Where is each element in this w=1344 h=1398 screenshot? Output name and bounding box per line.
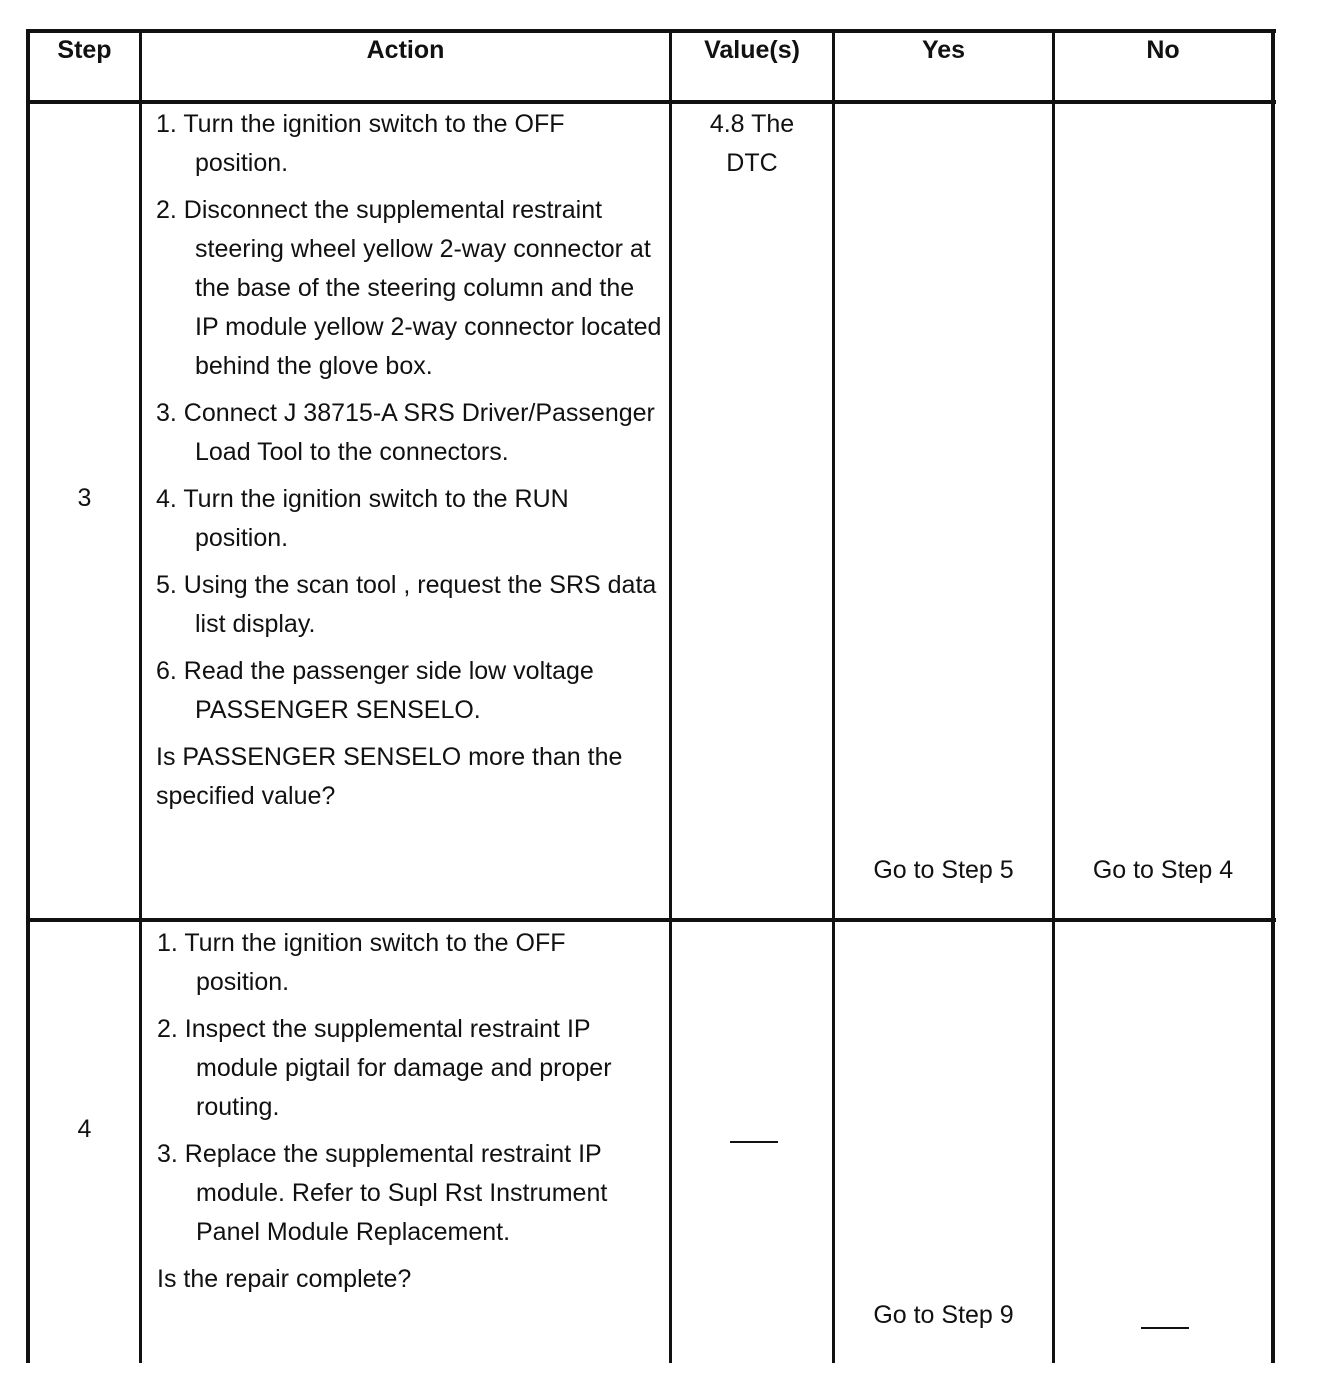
header-no: No	[1146, 36, 1180, 64]
action-step: 5. Using the scan tool , request the SRS data list display.	[156, 571, 657, 638]
col-divider-step-action	[139, 29, 142, 1363]
value-cell: 4.8 The DTC	[709, 110, 795, 177]
action-step: 1. Turn the ignition switch to the OFF position.	[156, 110, 565, 177]
header-bottom-border	[26, 100, 1276, 104]
table-top-border	[26, 29, 1276, 33]
no-dash-mark	[1141, 1327, 1189, 1329]
header-yes: Yes	[921, 36, 966, 64]
action-step: 2. Disconnect the supplemental restraint steering wheel yellow 2-way connector at the base of the steering column and the IP module yellow 2-way connector located behind the glove box.	[156, 196, 662, 380]
action-step: 4. Turn the ignition switch to the RUN position.	[156, 485, 569, 552]
yes-result: Go to Step 9	[873, 1301, 1014, 1329]
col-divider-action-value	[669, 29, 672, 1363]
header-action: Action	[366, 36, 445, 64]
yes-result: Go to Step 5	[873, 856, 1014, 884]
col-divider-yes-no	[1052, 29, 1055, 1363]
step-number: 3	[77, 484, 92, 512]
action-cell	[157, 924, 665, 1299]
header-values: Value(s)	[704, 36, 800, 64]
action-step: 6. Read the passenger side low voltage PASSENGER SENSELO.	[156, 657, 594, 724]
no-result: Go to Step 4	[1092, 856, 1234, 884]
table-right-border	[1271, 29, 1275, 1363]
action-question: Is PASSENGER SENSELO more than the specified value?	[156, 743, 623, 810]
value-dash-mark	[730, 1141, 778, 1143]
table-left-border	[26, 29, 30, 1363]
action-step: 3. Connect J 38715-A SRS Driver/Passenger Load Tool to the connectors.	[156, 399, 655, 466]
action-step: 3. Replace the supplemental restraint IP module. Refer to Supl Rst Instrument Panel Module Replacement.	[157, 1140, 608, 1246]
col-divider-value-yes	[832, 29, 835, 1363]
row-divider	[26, 918, 1276, 922]
action-question: Is the repair complete?	[157, 1265, 412, 1293]
action-step: 2. Inspect the supplemental restraint IP module pigtail for damage and proper routing.	[157, 1015, 612, 1121]
action-cell	[156, 105, 662, 816]
step-number: 4	[77, 1115, 92, 1143]
header-step: Step	[57, 36, 112, 64]
action-step: 1. Turn the ignition switch to the OFF position.	[157, 929, 566, 996]
